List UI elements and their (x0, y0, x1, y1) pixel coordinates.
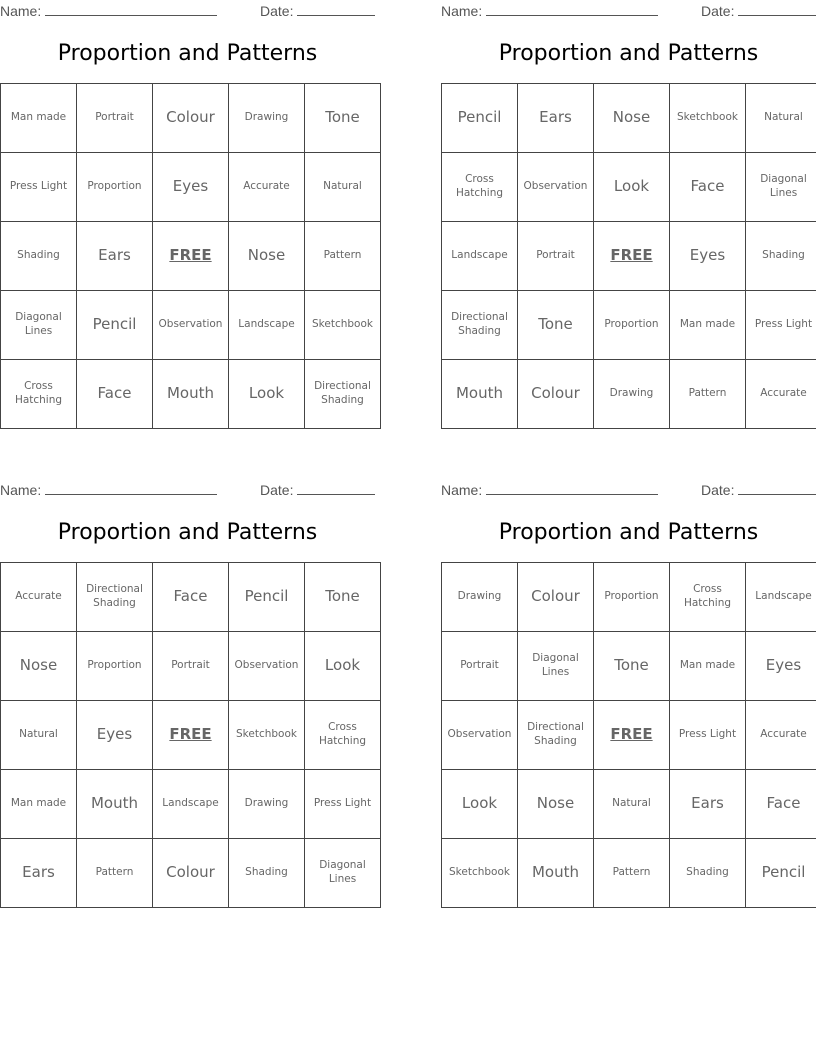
grid-row (442, 360, 816, 429)
grid-cell: Look (594, 153, 670, 222)
grid-cell: Colour (153, 84, 229, 153)
grid-cell: Landscape (229, 291, 305, 360)
grid-row (442, 153, 816, 222)
grid-row (1, 563, 381, 632)
grid-cell: Pattern (77, 839, 153, 908)
grid-cell: Tone (518, 291, 594, 360)
grid-cell: Man made (670, 291, 746, 360)
grid-cell: Accurate (746, 360, 816, 429)
card-header (0, 0, 375, 22)
bingo-card-4 (441, 479, 816, 882)
grid-cell: Landscape (442, 222, 518, 291)
grid-cell: Pattern (670, 360, 746, 429)
grid-cell: Directional Shading (442, 291, 518, 360)
grid-row (1, 84, 381, 153)
grid-cell: Face (670, 153, 746, 222)
bingo-card-3 (0, 479, 375, 885)
grid-cell: Mouth (77, 770, 153, 839)
grid-cell: Colour (518, 563, 594, 632)
name-label: Name: (0, 3, 42, 19)
grid-cell: Nose (594, 84, 670, 153)
date-field (260, 481, 375, 498)
grid-cell: Diagonal Lines (1, 291, 77, 360)
name-label: Name: (0, 482, 42, 498)
grid-cell: Portrait (442, 632, 518, 701)
free-space-cell: FREE (594, 701, 670, 770)
name-line (45, 481, 217, 495)
grid-cell: Drawing (594, 360, 670, 429)
grid-cell: Sketchbook (305, 291, 381, 360)
date-line (297, 2, 375, 16)
bingo-grid (0, 562, 381, 908)
grid-cell: Observation (153, 291, 229, 360)
date-line (738, 481, 816, 495)
grid-cell: Man made (1, 770, 77, 839)
grid-cell: Directional Shading (305, 360, 381, 429)
grid-cell: Drawing (229, 84, 305, 153)
grid-cell: Landscape (746, 563, 816, 632)
free-space-cell: FREE (153, 222, 229, 291)
grid-row (1, 360, 381, 429)
grid-cell: Shading (229, 839, 305, 908)
grid-row (442, 222, 816, 291)
card-header (0, 479, 375, 501)
grid-cell: Accurate (229, 153, 305, 222)
grid-cell: Sketchbook (442, 839, 518, 908)
grid-row (442, 839, 816, 908)
date-label: Date: (260, 482, 294, 498)
card-title: Proportion and Patterns (498, 41, 759, 66)
grid-cell: Observation (518, 153, 594, 222)
grid-cell: Natural (1, 701, 77, 770)
date-field (701, 481, 816, 498)
grid-cell: Drawing (229, 770, 305, 839)
name-line (486, 2, 658, 16)
grid-cell: Nose (229, 222, 305, 291)
date-label: Date: (701, 482, 735, 498)
grid-cell: Eyes (153, 153, 229, 222)
grid-row (1, 701, 381, 770)
card-header (441, 0, 816, 22)
grid-cell: Ears (670, 770, 746, 839)
bingo-grid (441, 83, 816, 429)
date-label: Date: (260, 3, 294, 19)
grid-cell: Sketchbook (670, 84, 746, 153)
grid-row (442, 770, 816, 839)
grid-cell: Mouth (153, 360, 229, 429)
grid-cell: Landscape (153, 770, 229, 839)
grid-cell: Diagonal Lines (746, 153, 816, 222)
grid-cell: Ears (518, 84, 594, 153)
grid-cell: Directional Shading (77, 563, 153, 632)
grid-cell: Tone (594, 632, 670, 701)
grid-row (1, 632, 381, 701)
bingo-grid (441, 562, 816, 908)
grid-row (1, 222, 381, 291)
grid-cell: Mouth (442, 360, 518, 429)
grid-cell: Nose (518, 770, 594, 839)
grid-cell: Ears (77, 222, 153, 291)
grid-cell: Diagonal Lines (518, 632, 594, 701)
grid-cell: Press Light (1, 153, 77, 222)
name-field (441, 2, 658, 19)
card-title: Proportion and Patterns (57, 41, 318, 66)
grid-cell: Shading (1, 222, 77, 291)
grid-cell: Pencil (442, 84, 518, 153)
grid-row (442, 563, 816, 632)
grid-cell: Man made (670, 632, 746, 701)
grid-row (442, 632, 816, 701)
grid-cell: Tone (305, 563, 381, 632)
grid-cell: Pencil (746, 839, 816, 908)
card-title: Proportion and Patterns (57, 520, 318, 545)
grid-cell: Press Light (305, 770, 381, 839)
bingo-grid (0, 83, 381, 429)
name-label: Name: (441, 3, 483, 19)
grid-cell: Pattern (305, 222, 381, 291)
name-label: Name: (441, 482, 483, 498)
grid-cell: Shading (670, 839, 746, 908)
grid-cell: Man made (1, 84, 77, 153)
grid-cell: Colour (518, 360, 594, 429)
grid-cell: Proportion (594, 291, 670, 360)
grid-cell: Sketchbook (229, 701, 305, 770)
grid-cell: Natural (305, 153, 381, 222)
card-title: Proportion and Patterns (498, 520, 759, 545)
grid-cell: Ears (1, 839, 77, 908)
grid-cell: Eyes (77, 701, 153, 770)
date-field (260, 2, 375, 19)
grid-cell: Natural (746, 84, 816, 153)
grid-row (1, 770, 381, 839)
grid-cell: Observation (229, 632, 305, 701)
grid-row (442, 701, 816, 770)
grid-cell: Nose (1, 632, 77, 701)
grid-cell: Portrait (153, 632, 229, 701)
name-line (486, 481, 658, 495)
grid-cell: Proportion (77, 153, 153, 222)
grid-cell: Diagonal Lines (305, 839, 381, 908)
card-header (441, 479, 816, 501)
grid-cell: Mouth (518, 839, 594, 908)
grid-cell: Tone (305, 84, 381, 153)
grid-cell: Cross Hatching (442, 153, 518, 222)
grid-cell: Face (153, 563, 229, 632)
grid-cell: Look (442, 770, 518, 839)
grid-cell: Pencil (229, 563, 305, 632)
name-line (45, 2, 217, 16)
grid-row (1, 291, 381, 360)
grid-cell: Proportion (594, 563, 670, 632)
name-field (0, 2, 217, 19)
date-label: Date: (701, 3, 735, 19)
grid-cell: Look (229, 360, 305, 429)
grid-cell: Cross Hatching (305, 701, 381, 770)
grid-cell: Press Light (746, 291, 816, 360)
grid-cell: Directional Shading (518, 701, 594, 770)
grid-cell: Proportion (77, 632, 153, 701)
grid-cell: Colour (153, 839, 229, 908)
grid-row (1, 153, 381, 222)
grid-row (442, 84, 816, 153)
date-line (738, 2, 816, 16)
grid-cell: Eyes (746, 632, 816, 701)
grid-cell: Observation (442, 701, 518, 770)
grid-cell: Pencil (77, 291, 153, 360)
grid-cell: Accurate (746, 701, 816, 770)
name-field (0, 481, 217, 498)
grid-cell: Cross Hatching (1, 360, 77, 429)
grid-cell: Look (305, 632, 381, 701)
grid-cell: Pattern (594, 839, 670, 908)
grid-cell: Eyes (670, 222, 746, 291)
name-field (441, 481, 658, 498)
bingo-card-2 (441, 0, 816, 403)
grid-row (1, 839, 381, 908)
grid-cell: Face (77, 360, 153, 429)
grid-cell: Portrait (518, 222, 594, 291)
date-field (701, 2, 816, 19)
grid-cell: Face (746, 770, 816, 839)
grid-row (442, 291, 816, 360)
grid-cell: Portrait (77, 84, 153, 153)
free-space-cell: FREE (594, 222, 670, 291)
grid-cell: Cross Hatching (670, 563, 746, 632)
bingo-card-1 (0, 0, 375, 406)
grid-cell: Accurate (1, 563, 77, 632)
free-space-cell: FREE (153, 701, 229, 770)
grid-cell: Press Light (670, 701, 746, 770)
grid-cell: Drawing (442, 563, 518, 632)
grid-cell: Shading (746, 222, 816, 291)
grid-cell: Natural (594, 770, 670, 839)
date-line (297, 481, 375, 495)
